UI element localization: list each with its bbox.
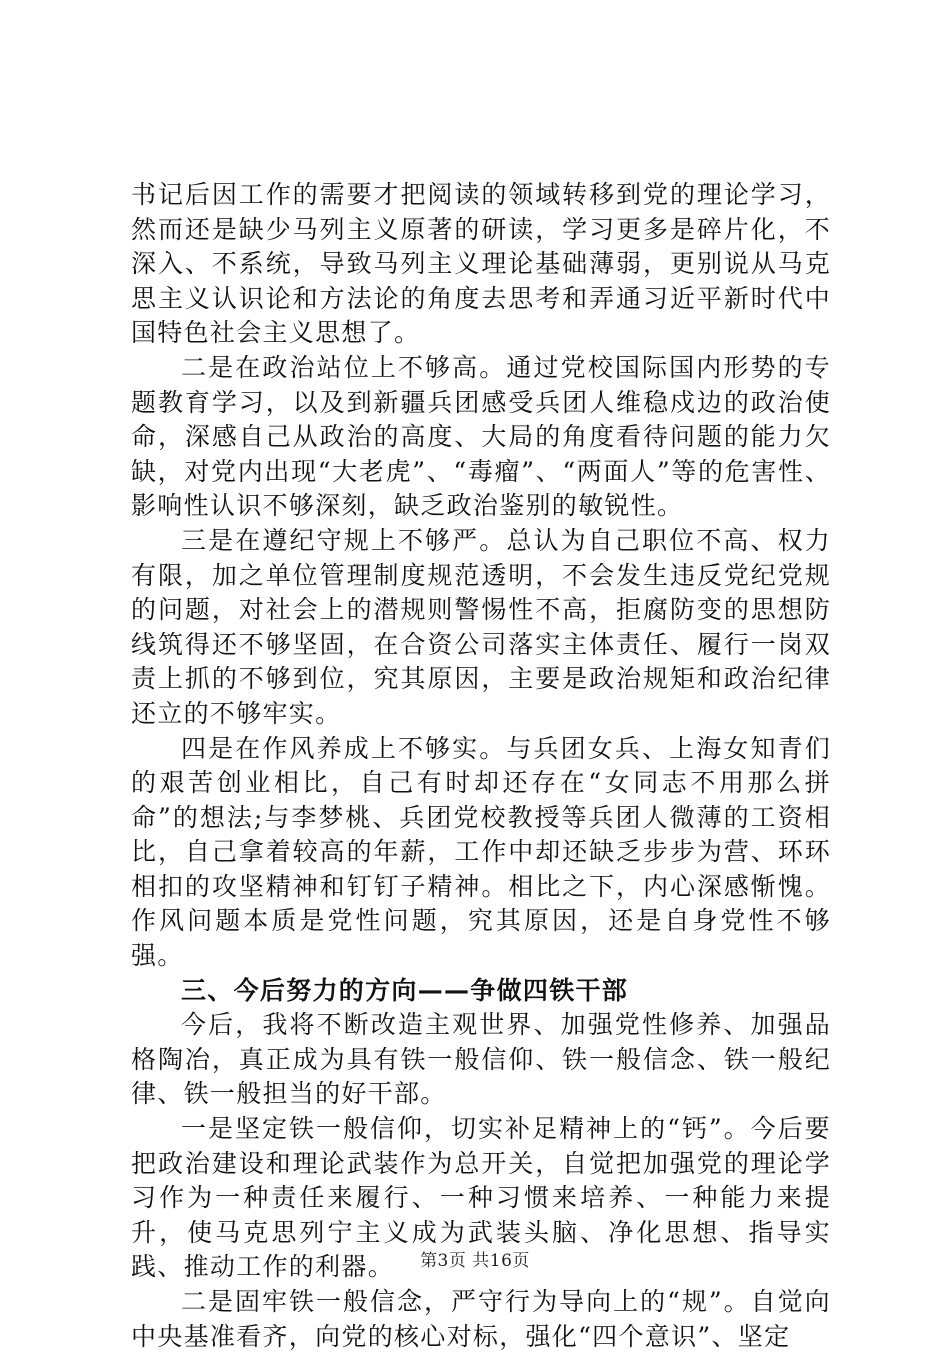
- paragraph-discipline: 三是在遵纪守规上不够严。总认为自己职位不高、权力有限，加之单位管理制度规范透明，不会发生违反党纪党规的问题，对社会上的潜规则警惕性不高，拒腐防变的思想防线筑得还不够坚固，在合资公司落实主体责任、履行一岗双责上抓的不够到位，究其原因，主要是政治规矩和政治纪律还立的不够牢实。: [131, 525, 831, 728]
- paragraph-continuation: 书记后因工作的需要才把阅读的领域转移到党的理论学习，然而还是缺少马列主义原著的研读，学习更多是碎片化，不深入、不系统，导致马列主义理论基础薄弱，更别说从马克思主义认识论和方法论的角度去思考和弄通习近平新时代中国特色社会主义思想了。: [131, 180, 831, 348]
- document-body: [131, 178, 831, 1354]
- paragraph-future-intro: 今后，我将不断改造主观世界、加强党性修养、加强品格陶冶，真正成为具有铁一般信仰、铁一般信念、铁一般纪律、铁一般担当的好干部。: [131, 1010, 831, 1109]
- paragraph-belief: 二是固牢铁一般信念，严守行为导向上的“规”。自觉向中央基准看齐，向党的核心对标，强化“四个意识”、坚定: [131, 1287, 831, 1351]
- page-number-footer: 第3页 共16页: [420, 1251, 530, 1271]
- paragraph-political-stance: 二是在政治站位上不够高。通过党校国际国内形势的专题教育学习，以及到新疆兵团感受兵团人维稳戍边的政治使命，深感自己从政治的高度、大局的角度看待问题的能力欠缺，对党内出现“大老虎”、“毒瘤”、“两面人”等的危害性、影响性认识不够深刻，缺乏政治鉴别的敏锐性。: [131, 352, 831, 521]
- section-heading-future-direction: 三、今后努力的方向——争做四铁干部: [181, 975, 629, 1005]
- paragraph-work-style: 四是在作风养成上不够实。与兵团女兵、上海女知青们的艰苦创业相比，自己有时却还存在“女同志不用那么拼命”的想法;与李梦桃、兵团党校教授等兵团人微薄的工资相比，自己拿着较高的年薪，工作中却还缺乏步步为营、环环相扣的攻坚精神和钉钉子精神。相比之下，内心深感惭愧。作风问题本质是党性问题，究其原因，还是自身党性不够强。: [131, 733, 831, 971]
- paragraph-faith: 一是坚定铁一般信仰，切实补足精神上的“钙”。今后要把政治建设和理论武装作为总开关，自觉把加强党的理论学习作为一种责任来履行、一种习惯来培养、一种能力来提升，使马克思列宁主义成为武装头脑、净化思想、指导实践、推动工作的利器。: [131, 1114, 831, 1282]
